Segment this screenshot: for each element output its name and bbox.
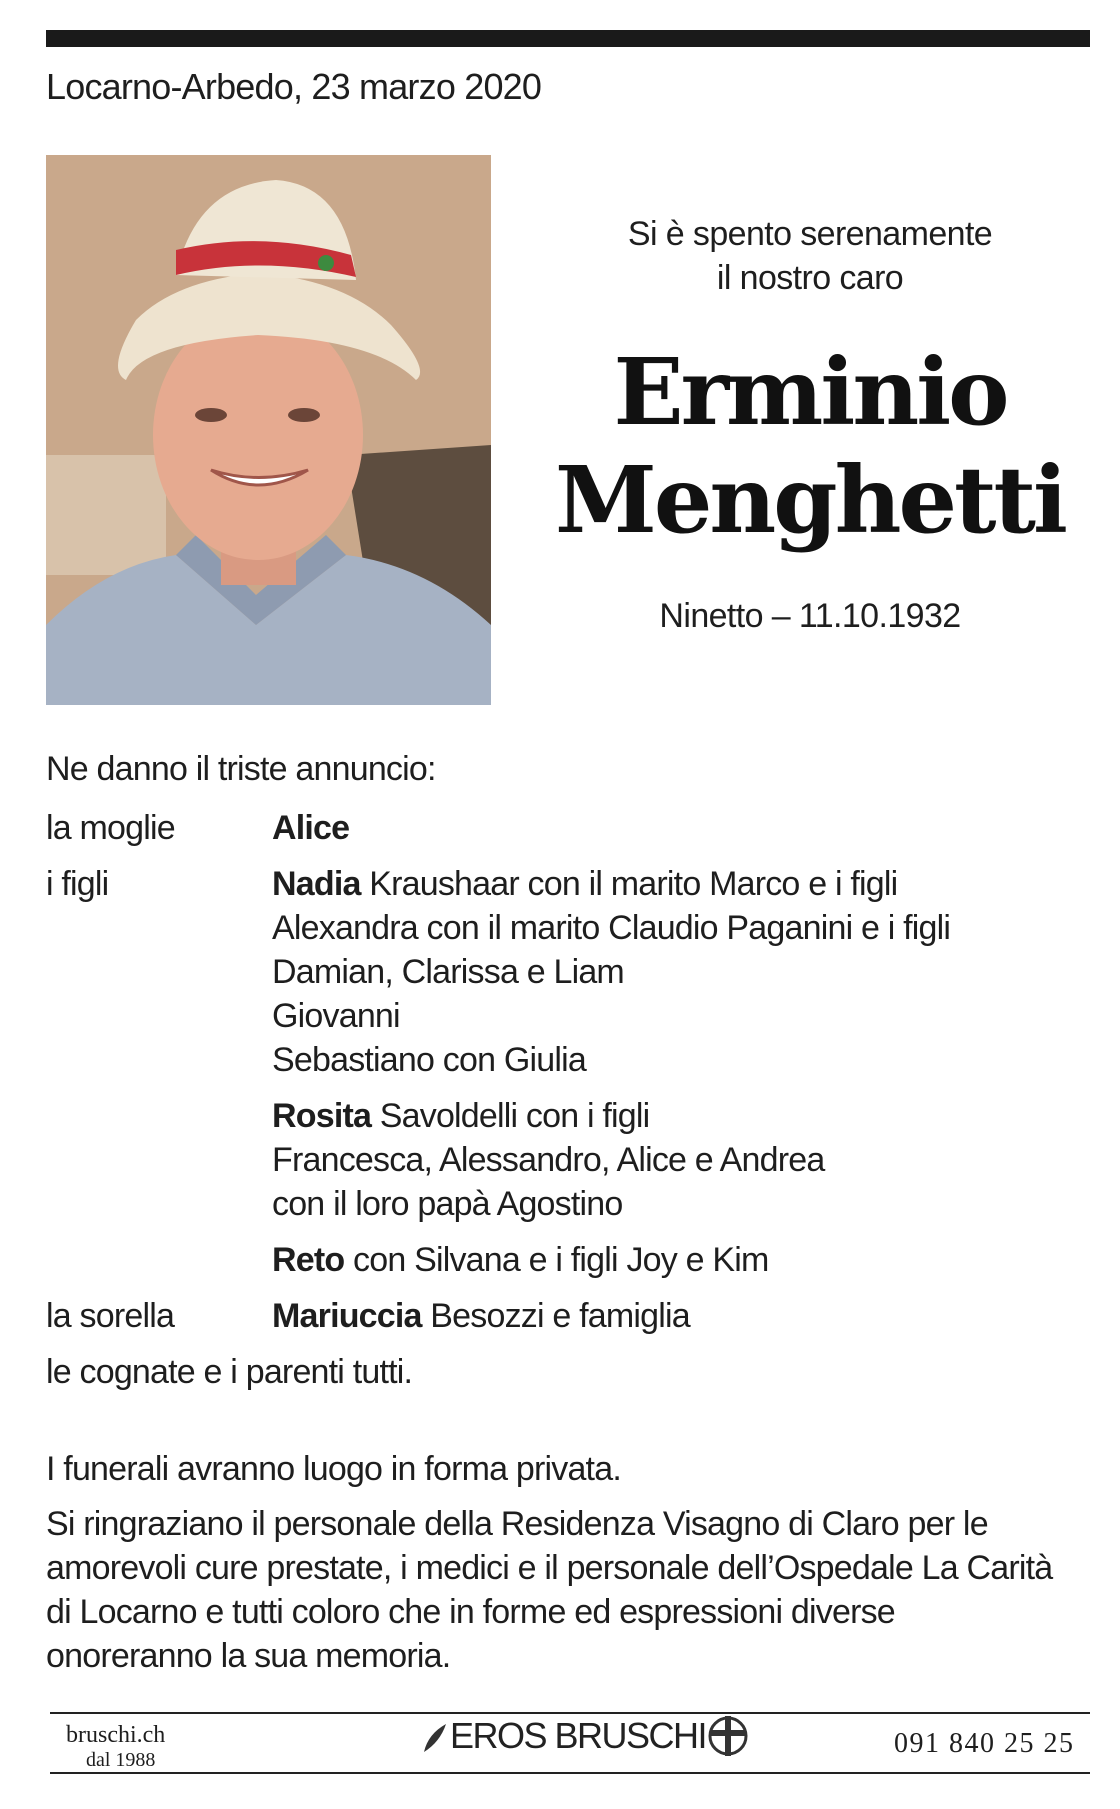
relative-detail-line: con il loro papà Agostino: [272, 1185, 623, 1223]
intro-text: [560, 212, 1060, 300]
relative-name: Reto: [272, 1241, 345, 1279]
relative-name: Mariuccia: [272, 1297, 422, 1335]
child-entry: [272, 1238, 1086, 1282]
family-row-sister: [46, 1294, 1086, 1338]
footer-logo: [420, 1712, 750, 1760]
child-entry: [272, 862, 1086, 1082]
place-date: Locarno-Arbedo, 23 marzo 2020: [46, 66, 542, 107]
thanks-line: di Locarno e tutti coloro che in forme ed espressioni diverse: [46, 1593, 895, 1631]
relative-detail: Kraushaar con il marito Marco e i figli: [360, 865, 898, 903]
family-row-children: [46, 862, 1086, 1282]
relative-detail-line: Giovanni: [272, 997, 400, 1035]
relative-detail-line: Alexandra con il marito Claudio Paganini e i figli: [272, 909, 951, 947]
thanks-line: amorevoli cure prestate, i medici e il personale dell’Ospedale La Carità: [46, 1549, 1053, 1587]
funeral-notice: I funerali avranno luogo in forma privata.: [46, 1450, 621, 1488]
cross-circle-icon: [706, 1712, 750, 1760]
other-relatives: le cognate e i parenti tutti.: [46, 1353, 413, 1391]
footer-website: bruschi.ch: [66, 1722, 166, 1748]
relation-label: la sorella: [46, 1297, 175, 1335]
leaf-icon: [420, 1716, 450, 1756]
relative-detail: con Silvana e i figli Joy e Kim: [344, 1241, 769, 1279]
nickname-birthdate: Ninetto – 11.10.1932: [659, 597, 961, 635]
footer-since: dal 1988: [86, 1749, 156, 1771]
relative-detail-line: Sebastiano con Giulia: [272, 1041, 586, 1079]
relative-detail-line: Francesca, Alessandro, Alice e Andrea: [272, 1141, 825, 1179]
thanks-paragraph: [46, 1502, 1096, 1678]
intro-line: Si è spento serenamente: [627, 215, 993, 253]
family-row-wife: [46, 806, 1086, 850]
child-entry: [272, 1094, 1086, 1226]
relative-name: Nadia: [272, 865, 361, 903]
footer-bottom-rule: [50, 1772, 1090, 1774]
relative-detail: Savoldelli con i figli: [371, 1097, 650, 1135]
thanks-line: onoreranno la sua memoria.: [46, 1637, 451, 1675]
relative-detail-line: Damian, Clarissa e Liam: [272, 953, 624, 991]
brand-name: EROS BRUSCHI: [450, 1715, 707, 1756]
family-list: [46, 806, 1086, 1394]
announcement-heading: Ne danno il triste annuncio:: [46, 750, 436, 788]
relative-name: Alice: [272, 809, 350, 847]
relative-name: Rosita: [272, 1097, 372, 1135]
thanks-line: Si ringraziano il personale della Residenza Visagno di Claro per le: [46, 1505, 988, 1543]
intro-line: il nostro caro: [716, 259, 904, 297]
footer-phone: 091 840 25 25: [894, 1728, 1075, 1759]
deceased-name: [540, 338, 1080, 554]
relation-label: i figli: [46, 865, 109, 903]
first-name: Erminio: [613, 338, 1007, 446]
relative-detail: Besozzi e famiglia: [421, 1297, 690, 1335]
relation-label: la moglie: [46, 809, 175, 847]
last-name: Menghetti: [555, 446, 1065, 554]
top-rule: [46, 30, 1090, 47]
portrait-photo: [46, 155, 491, 705]
